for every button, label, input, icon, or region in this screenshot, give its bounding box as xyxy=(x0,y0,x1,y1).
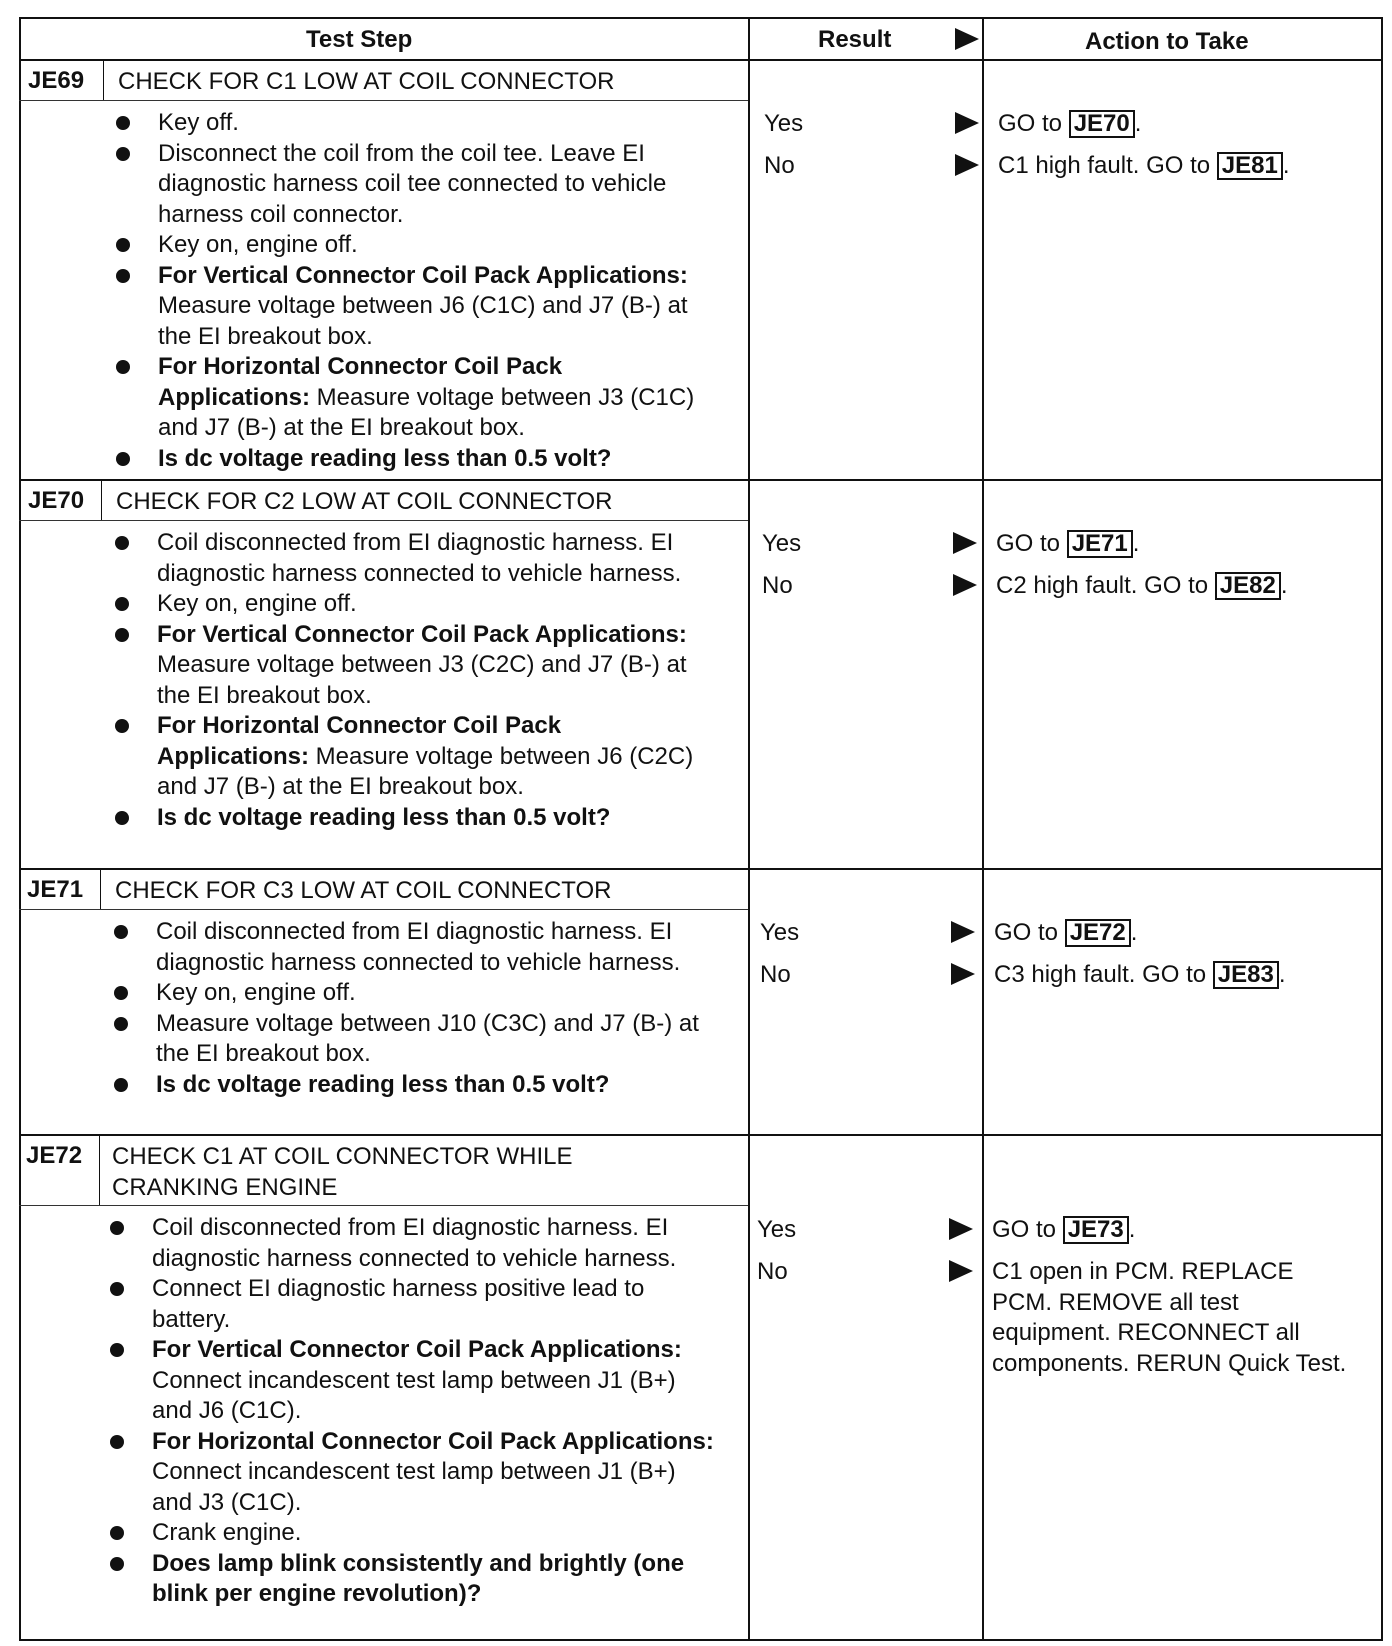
step-reference: JE73 xyxy=(1063,1216,1129,1244)
header-arrow-icon xyxy=(955,28,979,50)
instruction-item: Does lamp blink consistently and brightly (one blink per engine revolution)? xyxy=(110,1549,718,1610)
step-instructions xyxy=(115,528,715,833)
action-column-divider xyxy=(982,17,984,1641)
step-title: CHECK C1 AT COIL CONNECTOR WHILE CRANKING ENGINE xyxy=(112,1143,573,1201)
step-reference: JE71 xyxy=(1067,530,1133,558)
step-reference: JE81 xyxy=(1217,152,1283,180)
instruction-item: For Horizontal Connector Coil Pack Applications: Connect incandescent test lamp between J1 (B+) and J3 (C1C). xyxy=(110,1427,718,1519)
action-yes: GO to JE70 . xyxy=(998,110,1142,137)
result-arrow-icon xyxy=(955,112,979,134)
instruction-item: For Vertical Connector Coil Pack Applications: Connect incandescent test lamp between J1 (B+) and J6 (C1C). xyxy=(110,1335,718,1427)
result-column-divider xyxy=(748,17,750,1641)
row-divider xyxy=(19,479,1383,481)
step-id: JE69 xyxy=(28,67,85,94)
step-reference: JE83 xyxy=(1213,961,1279,989)
result-arrow-icon xyxy=(955,154,979,176)
result-no: No xyxy=(757,1258,788,1285)
result-no: No xyxy=(760,961,791,988)
id-divider xyxy=(100,869,101,909)
result-yes: Yes xyxy=(762,530,802,557)
title-divider xyxy=(19,1205,748,1206)
instruction-item: Key on, engine off. xyxy=(114,978,714,1009)
header-test-step: Test Step xyxy=(306,26,413,53)
result-no: No xyxy=(762,572,793,599)
result-arrow-icon xyxy=(953,574,977,596)
step-id: JE70 xyxy=(28,487,85,514)
result-arrow-icon xyxy=(951,963,975,985)
row-divider xyxy=(19,1134,1383,1136)
step-reference: JE82 xyxy=(1215,572,1281,600)
step-reference: JE72 xyxy=(1065,919,1131,947)
result-arrow-icon xyxy=(949,1260,973,1282)
id-divider xyxy=(103,60,104,100)
header-result: Result xyxy=(818,26,892,53)
instruction-item: Disconnect the coil from the coil tee. Leave EI diagnostic harness coil tee connected to vehicle harness coil connector. xyxy=(116,139,716,231)
instruction-item: Crank engine. xyxy=(110,1518,718,1549)
step-id: JE71 xyxy=(27,876,84,903)
result-arrow-icon xyxy=(951,921,975,943)
instruction-item: Key on, engine off. xyxy=(115,589,715,620)
action-yes: GO to JE71 . xyxy=(996,530,1140,557)
instruction-item: Key off. xyxy=(116,108,716,139)
id-divider xyxy=(101,480,102,520)
step-title: CHECK FOR C2 LOW AT COIL CONNECTOR xyxy=(116,488,613,515)
instruction-item: Coil disconnected from EI diagnostic harness. EI diagnostic harness connected to vehicle harness. xyxy=(110,1213,718,1274)
instruction-item: Coil disconnected from EI diagnostic harness. EI diagnostic harness connected to vehicle harness. xyxy=(114,917,714,978)
instruction-item: Is dc voltage reading less than 0.5 volt? xyxy=(115,803,715,834)
instruction-item: Is dc voltage reading less than 0.5 volt? xyxy=(116,444,716,475)
action-yes: GO to JE73 . xyxy=(992,1216,1136,1243)
title-divider xyxy=(19,909,748,910)
result-no: No xyxy=(764,152,795,179)
row-divider xyxy=(19,868,1383,870)
result-arrow-icon xyxy=(949,1218,973,1240)
title-divider xyxy=(19,520,748,521)
instruction-item: Measure voltage between J10 (C3C) and J7 (B-) at the EI breakout box. xyxy=(114,1009,714,1070)
instruction-item: For Vertical Connector Coil Pack Applications: Measure voltage between J6 (C1C) and J7 (B-) at the EI breakout box. xyxy=(116,261,716,353)
action-no: C3 high fault. GO to JE83 . xyxy=(994,961,1286,988)
step-instructions xyxy=(110,1213,718,1610)
instruction-item: For Vertical Connector Coil Pack Applications: Measure voltage between J3 (C2C) and J7 (B-) at the EI breakout box. xyxy=(115,620,715,712)
instruction-item: For Horizontal Connector Coil Pack Applications: Measure voltage between J6 (C2C) and J7 (B-) at the EI breakout box. xyxy=(115,711,715,803)
step-title: CHECK FOR C1 LOW AT COIL CONNECTOR xyxy=(118,68,615,95)
instruction-item: Is dc voltage reading less than 0.5 volt? xyxy=(114,1070,714,1101)
action-yes: GO to JE72 . xyxy=(994,919,1138,946)
instruction-item: Connect EI diagnostic harness positive lead to battery. xyxy=(110,1274,718,1335)
step-id: JE72 xyxy=(26,1142,83,1169)
result-yes: Yes xyxy=(757,1216,797,1243)
header-divider xyxy=(19,59,1383,61)
step-reference: JE70 xyxy=(1069,110,1135,138)
instruction-item: Coil disconnected from EI diagnostic harness. EI diagnostic harness connected to vehicle harness. xyxy=(115,528,715,589)
action-no: C1 open in PCM. REPLACE PCM. REMOVE all test equipment. RECONNECT all components. RERUN Quick Test. xyxy=(992,1258,1347,1377)
instruction-item: For Horizontal Connector Coil Pack Applications: Measure voltage between J3 (C1C) and J7 (B-) at the EI breakout box. xyxy=(116,352,716,444)
action-no: C1 high fault. GO to JE81 . xyxy=(998,152,1290,179)
result-arrow-icon xyxy=(953,532,977,554)
result-yes: Yes xyxy=(760,919,800,946)
action-no: C2 high fault. GO to JE82 . xyxy=(996,572,1288,599)
instruction-item: Key on, engine off. xyxy=(116,230,716,261)
step-instructions xyxy=(116,108,716,474)
result-yes: Yes xyxy=(764,110,804,137)
header-action: Action to Take xyxy=(1085,28,1249,55)
step-instructions xyxy=(114,917,714,1100)
step-title: CHECK FOR C3 LOW AT COIL CONNECTOR xyxy=(115,877,612,904)
title-divider xyxy=(19,100,748,101)
id-divider xyxy=(99,1135,100,1205)
